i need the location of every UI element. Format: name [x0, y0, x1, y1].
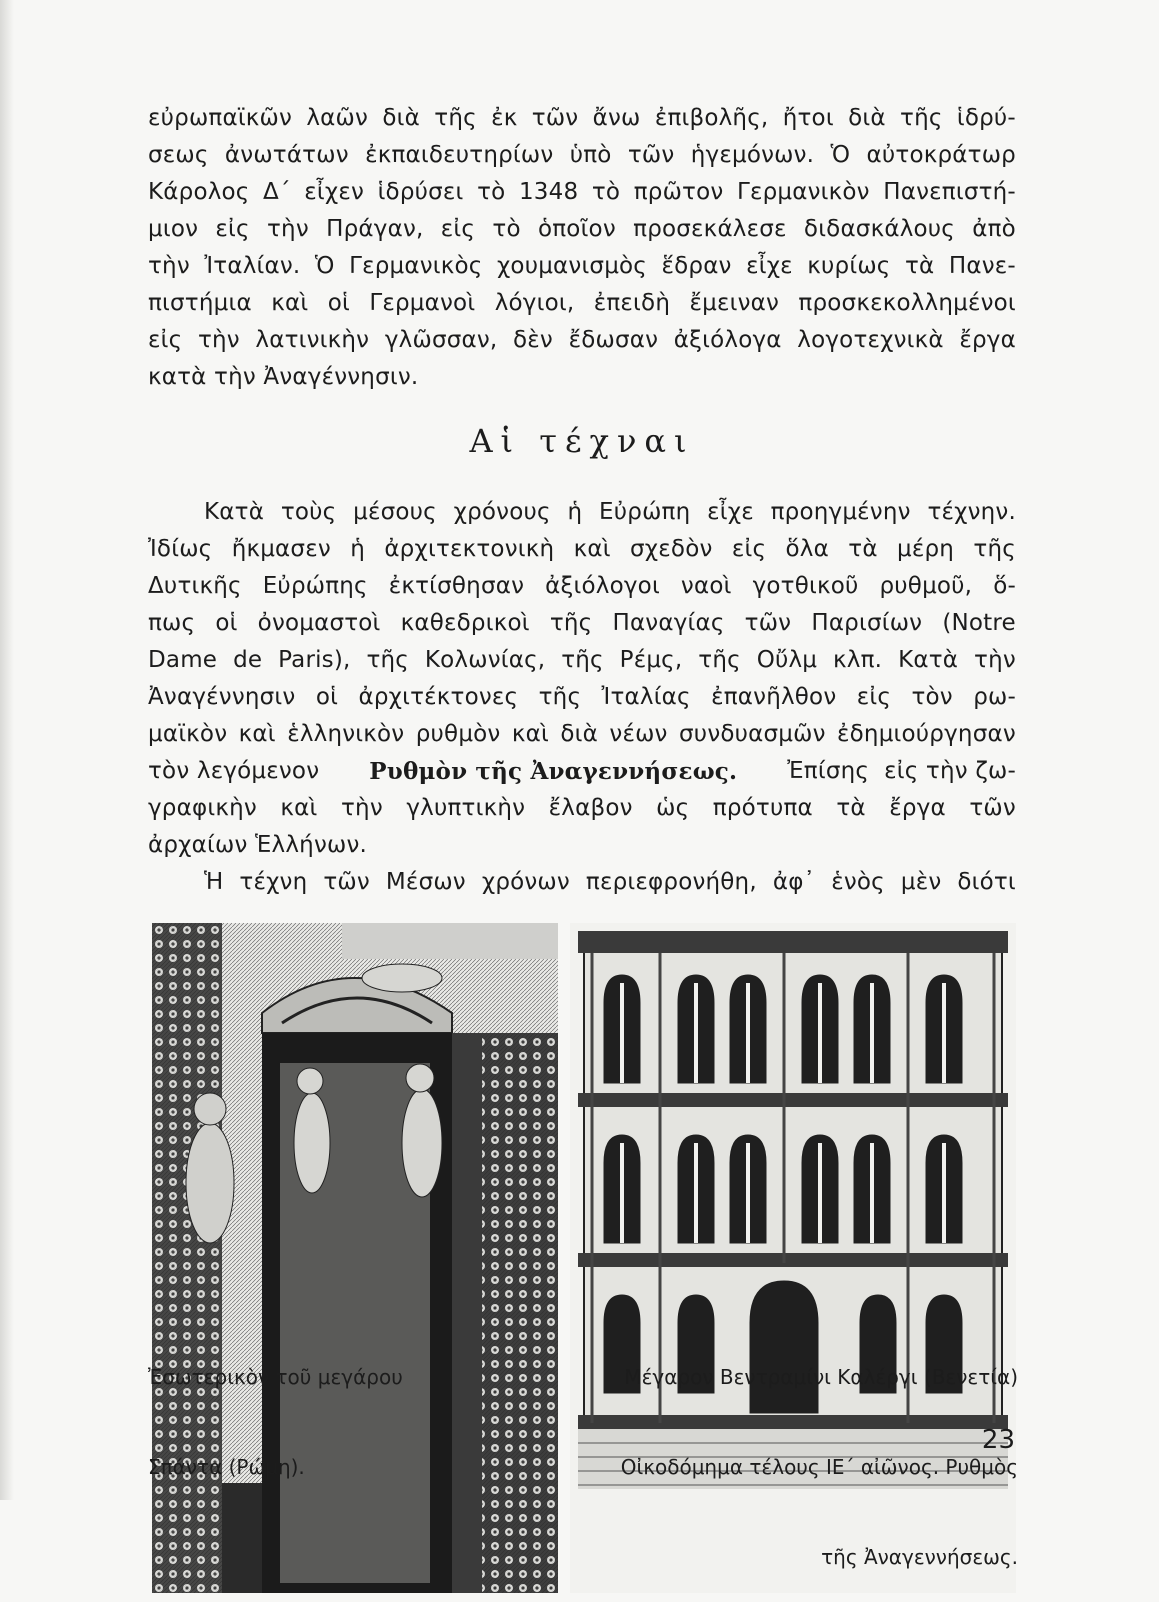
word: πρῶτον	[633, 179, 724, 205]
word: πως	[148, 610, 196, 636]
word: ἐπιβολῆς,	[654, 105, 769, 131]
word: ναοὶ	[680, 573, 732, 599]
text-line	[148, 137, 1016, 174]
word: ἱδρύ-	[956, 105, 1016, 131]
word: καὶ	[238, 721, 276, 747]
word: τῶν	[323, 869, 370, 895]
word: ἔργα	[959, 327, 1016, 353]
text-line	[148, 605, 1016, 642]
word: Ἡ	[204, 869, 224, 895]
word: εἰς	[856, 684, 892, 710]
word: ὅ-	[993, 573, 1016, 599]
word: τέχνη	[239, 869, 308, 895]
word: εἰς	[148, 327, 183, 353]
word: ἐπειδὴ	[593, 290, 671, 316]
text-line: ἀρχαίων Ἑλλήνων.	[148, 832, 368, 858]
word: ἔλαβον	[548, 795, 633, 821]
text-line	[148, 531, 1016, 568]
caption-line: Μέγαρον Βεντραμίνι Καλέργι (Βενετία)	[624, 1365, 1018, 1389]
paragraph-2	[148, 494, 1016, 901]
word: τὴν	[267, 216, 309, 242]
word: ἄνω	[592, 105, 641, 131]
page-number: 23	[981, 1425, 1015, 1455]
word: χρόνων	[481, 869, 570, 895]
word: αὐτοκράτωρ	[866, 142, 1016, 168]
word: τὸ	[492, 216, 521, 242]
word: τὰ	[904, 253, 935, 279]
word: τοὺς	[280, 499, 337, 525]
word: κυρίως	[807, 253, 891, 279]
word: Κολωνίας,	[424, 647, 546, 673]
word: χουμανισμὸς	[496, 253, 648, 279]
word: ρυθμὸν	[415, 721, 501, 747]
text-line	[148, 568, 1016, 605]
word: ἡ	[567, 499, 583, 525]
word: ρυθμοῦ,	[879, 573, 973, 599]
word: Μέσων	[385, 869, 466, 895]
word: τῆς	[538, 684, 582, 710]
section-heading: Αἱ τέχναι	[469, 422, 695, 460]
word: μαϊκὸν	[148, 721, 228, 747]
word: Οὔλμ	[756, 647, 818, 673]
word: 1348	[518, 179, 579, 205]
text-line	[148, 790, 1016, 827]
text-line	[148, 716, 1016, 753]
word: τὰ	[848, 536, 878, 562]
word: ἑνὸς	[831, 869, 885, 895]
word: ἀπὸ	[972, 216, 1016, 242]
word: ὑπὸ	[569, 142, 612, 168]
word: Κατὰ	[898, 647, 959, 673]
word: ὡς	[656, 795, 690, 821]
word: Κάρολος	[148, 179, 250, 205]
word: καὶ	[573, 536, 611, 562]
word: Ἰταλίαν.	[204, 253, 301, 279]
word: καὶ	[271, 290, 309, 316]
word: Κατὰ	[204, 499, 265, 525]
page-edge	[0, 0, 14, 1500]
word: καὶ	[280, 795, 318, 821]
word: τὴν	[974, 647, 1016, 673]
word: διὰ	[382, 105, 420, 131]
word: προσκεκολλημένοι	[798, 290, 1016, 316]
word: ρω-	[973, 684, 1016, 710]
word: ἤτοι	[782, 105, 834, 131]
word: καὶ	[511, 721, 549, 747]
word: ἱδρύσει	[377, 179, 464, 205]
word: τὰ	[836, 795, 866, 821]
word: ἡ	[350, 536, 365, 562]
word: μέσους	[353, 499, 437, 525]
text-line	[148, 285, 1016, 322]
word: διδασκάλους	[803, 216, 955, 242]
word: τῆς	[900, 105, 943, 131]
text-line	[148, 211, 1016, 248]
caption-line: τῆς Ἀναγεννήσεως.	[821, 1545, 1018, 1569]
word: Paris),	[278, 647, 351, 673]
word: Ἀναγέννησιν	[148, 684, 296, 710]
word: ἤκμασεν	[231, 536, 331, 562]
word: διότι	[957, 869, 1016, 895]
word: γλυπτικὴν	[406, 795, 526, 821]
word: ὅλα	[785, 536, 829, 562]
word: τῶν	[969, 795, 1016, 821]
word: γοτθικοῦ	[752, 573, 859, 599]
word: εἶχεν	[304, 179, 365, 205]
caption-line: Ἐσωτερικὸν τοῦ μεγάρου	[148, 1365, 403, 1389]
word: de	[233, 647, 263, 673]
bold-term: Ρυθμὸν τῆς Ἀναγεννήσεως.	[369, 758, 738, 785]
word: ἐκ	[491, 105, 518, 131]
word: Dame	[148, 647, 218, 673]
word: ἡγεμόνων.	[690, 142, 815, 168]
word: τῆς	[549, 610, 593, 636]
left-figure-caption	[148, 1302, 403, 1512]
word: Ἰδίως	[148, 536, 213, 562]
word: ἐκτίσθησαν	[388, 573, 525, 599]
text-line	[148, 679, 1016, 716]
text-line	[148, 642, 1016, 679]
word: λόγιοι,	[494, 290, 575, 316]
right-figure-caption	[582, 1302, 1018, 1602]
word: τῆς	[561, 647, 604, 673]
word: Παρισίων	[811, 610, 923, 636]
word: νέων	[609, 721, 668, 747]
word: τῆς	[698, 647, 741, 673]
word: εἶχε	[707, 499, 754, 525]
word: εἰς	[731, 536, 767, 562]
word: τῶν	[627, 142, 675, 168]
text-line	[148, 248, 1016, 285]
word: εἰς	[215, 216, 250, 242]
word: χρόνους	[453, 499, 551, 525]
text-line	[148, 864, 1016, 901]
word: ἀξιόλογα	[673, 327, 782, 353]
text-line	[148, 174, 1016, 211]
word: ἑλληνικὸν	[287, 721, 405, 747]
word: τέχνην.	[927, 499, 1016, 525]
word: πρότυπα	[712, 795, 813, 821]
word: τῶν	[744, 610, 792, 636]
word: Ἰταλίας	[601, 684, 691, 710]
word: (Notre	[942, 610, 1016, 636]
word: Πανε-	[948, 253, 1016, 279]
word: λογοτεχνικὰ	[797, 327, 944, 353]
word: ἀνωτάτων	[224, 142, 349, 168]
word: τὴν	[148, 253, 190, 279]
word: ἐδημιούργησαν	[837, 721, 1016, 747]
word: ἐπανῆλθον	[711, 684, 837, 710]
word: τὸ	[477, 179, 506, 205]
text-line	[148, 494, 1016, 531]
word: Παναγίας	[612, 610, 725, 636]
word: προηγμένην	[770, 499, 911, 525]
word: εἰς	[440, 216, 476, 242]
word: τῆς	[973, 536, 1016, 562]
word: Εὐρώπης	[262, 573, 368, 599]
word: γλῶσσαν,	[384, 327, 498, 353]
word: Γερμανοὶ	[369, 290, 476, 316]
word: διὰ	[560, 721, 599, 747]
word: ἀξιόλογοι	[545, 573, 660, 599]
text-line	[148, 100, 1016, 137]
text-line	[148, 322, 1016, 359]
word: λατινικὴν	[255, 327, 370, 353]
word: Ρέμς,	[619, 647, 683, 673]
text-line: κατὰ τὴν Ἀναγέννησιν.	[148, 364, 419, 390]
word: καθεδρικοὶ	[400, 610, 530, 636]
word: ἀρχιτέκτονες	[358, 684, 519, 710]
word: διὰ	[848, 105, 886, 131]
paragraph-1	[148, 100, 1016, 396]
caption-line: Σπάντα (Ρώμη).	[148, 1455, 305, 1479]
word: Ὁ	[314, 253, 335, 279]
word: ἕδραν	[661, 253, 732, 279]
word: μιον	[148, 216, 199, 242]
word: κλπ.	[833, 647, 883, 673]
word: οἱ	[315, 684, 339, 710]
text-line-with-bold	[148, 753, 1016, 790]
word: σεως	[148, 142, 209, 168]
word: Γερμανικὸς	[349, 253, 483, 279]
word: ἔμειναν	[689, 290, 780, 316]
text-run: Ἐπίσης εἰς τὴν ζω-	[787, 758, 1016, 784]
caption-line: Οἰκοδόμημα τέλους ΙΕ΄ αἰῶνος. Ρυθμὸς	[620, 1455, 1018, 1479]
word: τὴν	[197, 327, 240, 353]
word: Εὐρώπη	[599, 499, 691, 525]
word: Γερμανικὸν	[736, 179, 870, 205]
word: προσεκάλεσε	[633, 216, 787, 242]
word: συνδυασμῶν	[679, 721, 826, 747]
word: ὁποῖον	[537, 216, 616, 242]
word: Πανεπιστή-	[883, 179, 1016, 205]
word: περιεφρονήθη,	[585, 869, 757, 895]
word: οἱ	[215, 610, 238, 636]
word: ὀνομαστοὶ	[257, 610, 381, 636]
word: ἐκπαιδευτηρίων	[365, 142, 554, 168]
word: εἶχε	[746, 253, 793, 279]
word: πιστήμια	[148, 290, 252, 316]
word: τὸν	[911, 684, 953, 710]
word: γραφικὴν	[148, 795, 257, 821]
word: τῆς	[366, 647, 409, 673]
word: εὐρωπαϊκῶν	[148, 105, 293, 131]
text-run: τὸν λεγόμενον	[148, 758, 320, 784]
word: Πράγαν,	[326, 216, 424, 242]
word: δὲν	[513, 327, 553, 353]
word: μέρη	[897, 536, 955, 562]
word: ἔδωσαν	[568, 327, 659, 353]
word: ἀρχιτεκτονικὴ	[384, 536, 555, 562]
word: σχεδὸν	[630, 536, 713, 562]
word: οἱ	[327, 290, 350, 316]
word: ἔργα	[889, 795, 946, 821]
word: Δ΄	[263, 179, 291, 205]
word: Δυτικῆς	[148, 573, 242, 599]
word: τῆς	[434, 105, 477, 131]
word: λαῶν	[306, 105, 369, 131]
word: τῶν	[531, 105, 579, 131]
word: μὲν	[900, 869, 942, 895]
word: ἀφ᾽	[772, 869, 816, 895]
word: τὴν	[341, 795, 383, 821]
word: Ὁ	[830, 142, 851, 168]
word: τὸ	[591, 179, 621, 205]
